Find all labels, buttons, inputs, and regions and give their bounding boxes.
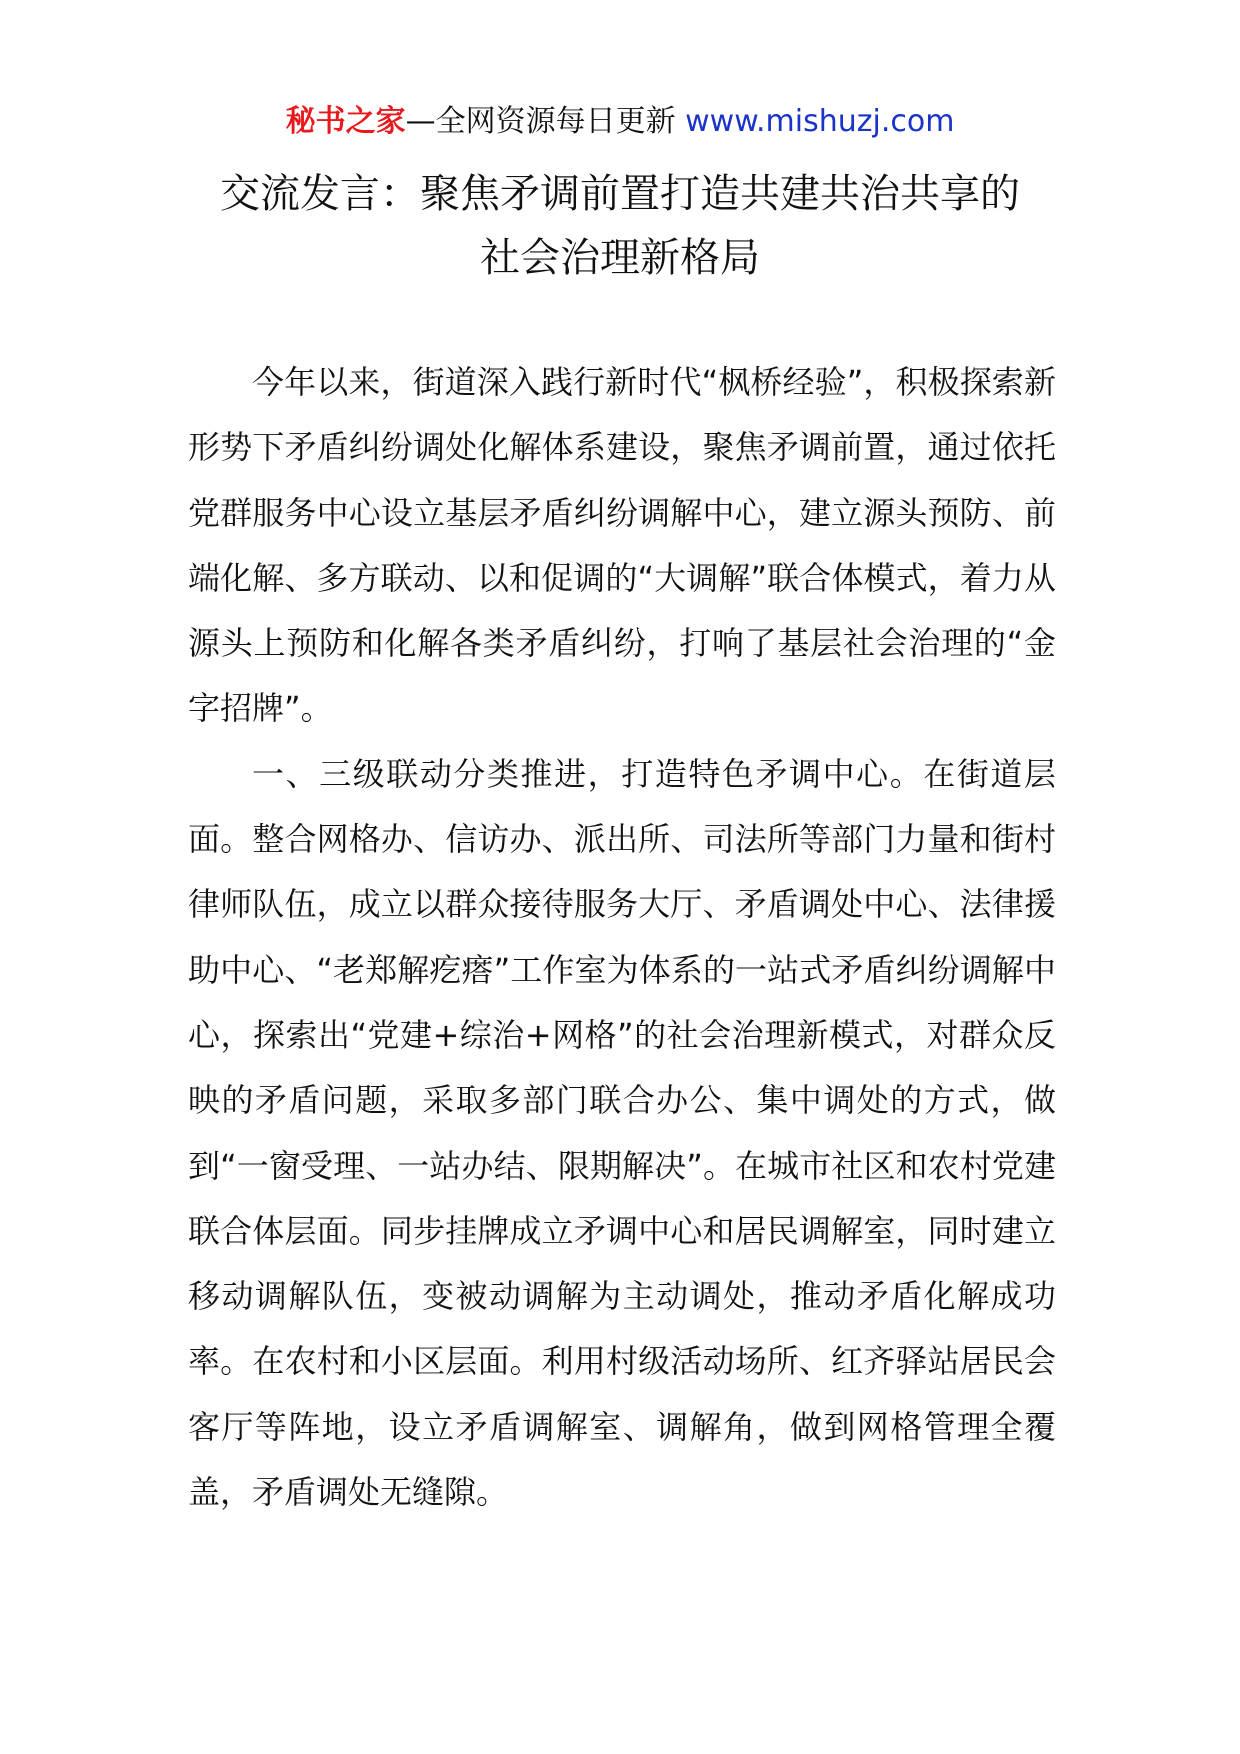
document-title-line-2: 社会治理新格局 — [480, 235, 760, 281]
document-body — [188, 350, 1056, 1525]
body-paragraph: 一、三级联动分类推进，打造特色矛调中心。在街道层面。整合网格办、信访办、派出所、司法所等部门力量和街村律师队伍，成立以群众接待服务大厅、矛盾调处中心、法律援助中心、“老郑解疙瘩”工作室为体系的一站式矛盾纠纷调解中心，探索出“党建+综治+网格”的社会治理新模式，对群众反映的矛盾问题，采取多部门联合办公、集中调处的方式，做到“一窗受理、一站办结、限期解决”。在城市社区和农村党建联合体层面。同步挂牌成立矛调中心和居民调解室，同时建立移动调解队伍，变被动调解为主动调处，推动矛盾化解成功率。在农村和小区层面。利用村级活动场所、红齐驿站居民会客厅等阵地，设立矛盾调解室、调解角，做到网格管理全覆盖，矛盾调处无缝隙。 — [188, 754, 1056, 1512]
site-header — [0, 100, 1240, 144]
site-slogan: —全网资源每日更新 — [405, 104, 676, 139]
document-title — [0, 162, 1240, 290]
site-brand: 秘书之家 — [285, 104, 406, 139]
site-url-link[interactable]: www.mishuzj.com — [685, 104, 955, 139]
body-paragraph: 今年以来，街道深入践行新时代“枫桥经验”，积极探索新形势下矛盾纠纷调处化解体系建设，聚焦矛调前置，通过依托党群服务中心设立基层矛盾纠纷调解中心，建立源头预防、前端化解、多方联动、以和促调的“大调解”联合体模式，着力从源头上预防和化解各类矛盾纠纷，打响了基层社会治理的“金字招牌”。 — [188, 363, 1056, 728]
document-title-line-1: 交流发言：聚焦矛调前置打造共建共治共享的 — [220, 171, 1020, 217]
